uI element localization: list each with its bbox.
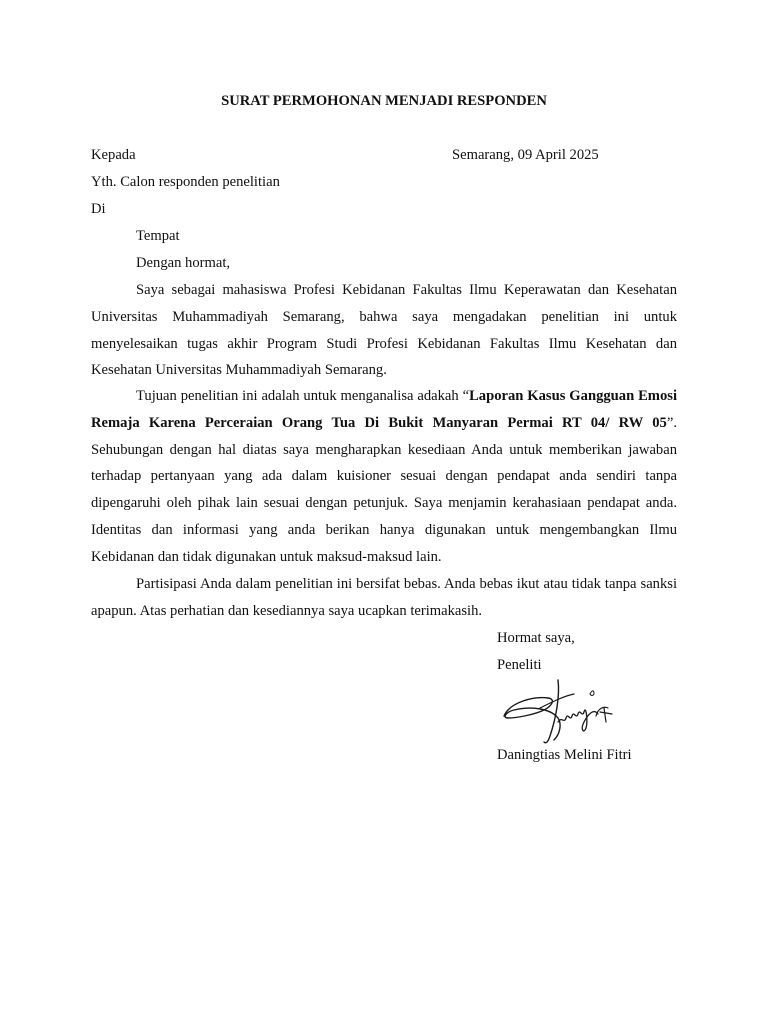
paragraph-2-intro: Tujuan penelitian ini adalah untuk menganalisa adakah “: [136, 388, 470, 404]
greeting: Dengan hormat,: [136, 255, 231, 271]
di-line: Di: [91, 201, 106, 217]
paragraph-2: [91, 383, 677, 571]
place-date: Semarang, 09 April 2025: [452, 147, 599, 163]
paragraph-1: Saya sebagai mahasiswa Profesi Kebidanan Fakultas Ilmu Keperawatan dan Kesehatan Universitas Muhammadiyah Semarang, bahwa saya mengadakan penelitian ini untuk menyelesaikan tugas akhir Program Studi Profesi Kebidanan Fakultas Ilmu Kesehatan dan Kesehatan Universitas Muhammadiyah Semarang.: [91, 282, 677, 379]
role-label: Peneliti: [497, 657, 542, 673]
paragraph-3: Partisipasi Anda dalam penelitian ini bersifat bebas. Anda bebas ikut atau tidak tanpa sanksi apapun. Atas perhatian dan kesediannya saya ucapkan terimakasih.: [91, 576, 677, 619]
place-line: Tempat: [136, 228, 180, 244]
to-label: Kepada: [91, 147, 136, 163]
letter-title: SURAT PERMOHONAN MENJADI RESPONDEN: [221, 93, 547, 109]
paragraph-2-rest: ”. Sehubungan dengan hal diatas saya mengharapkan kesediaan Anda untuk memberikan jawaban terhadap pertanyaan yang ada dalam kuisioner sesuai dengan pendapat anda sendiri tanpa dipengaruhi oleh pihak lain sesuai dengan petunjuk. Saya menjamin kerahasiaan pendapat anda. Identitas dan informasi yang anda berikan hanya digunakan untuk mengembangkan Ilmu Kebidanan dan tidak digunakan untuk maksud-maksud lain.: [91, 414, 677, 565]
signer-name: Daningtias Melini Fitri: [497, 747, 632, 763]
handwritten-signature: [500, 678, 620, 748]
closing: Hormat saya,: [497, 630, 575, 646]
recipient-line: Yth. Calon responden penelitian: [91, 174, 280, 190]
paragraph-2-bold-title: Laporan Kasus Gangguan Emosi Remaja Karena Perceraian Orang Tua Di Bukit Manyaran Permai RT 04/ RW 05: [91, 388, 677, 431]
